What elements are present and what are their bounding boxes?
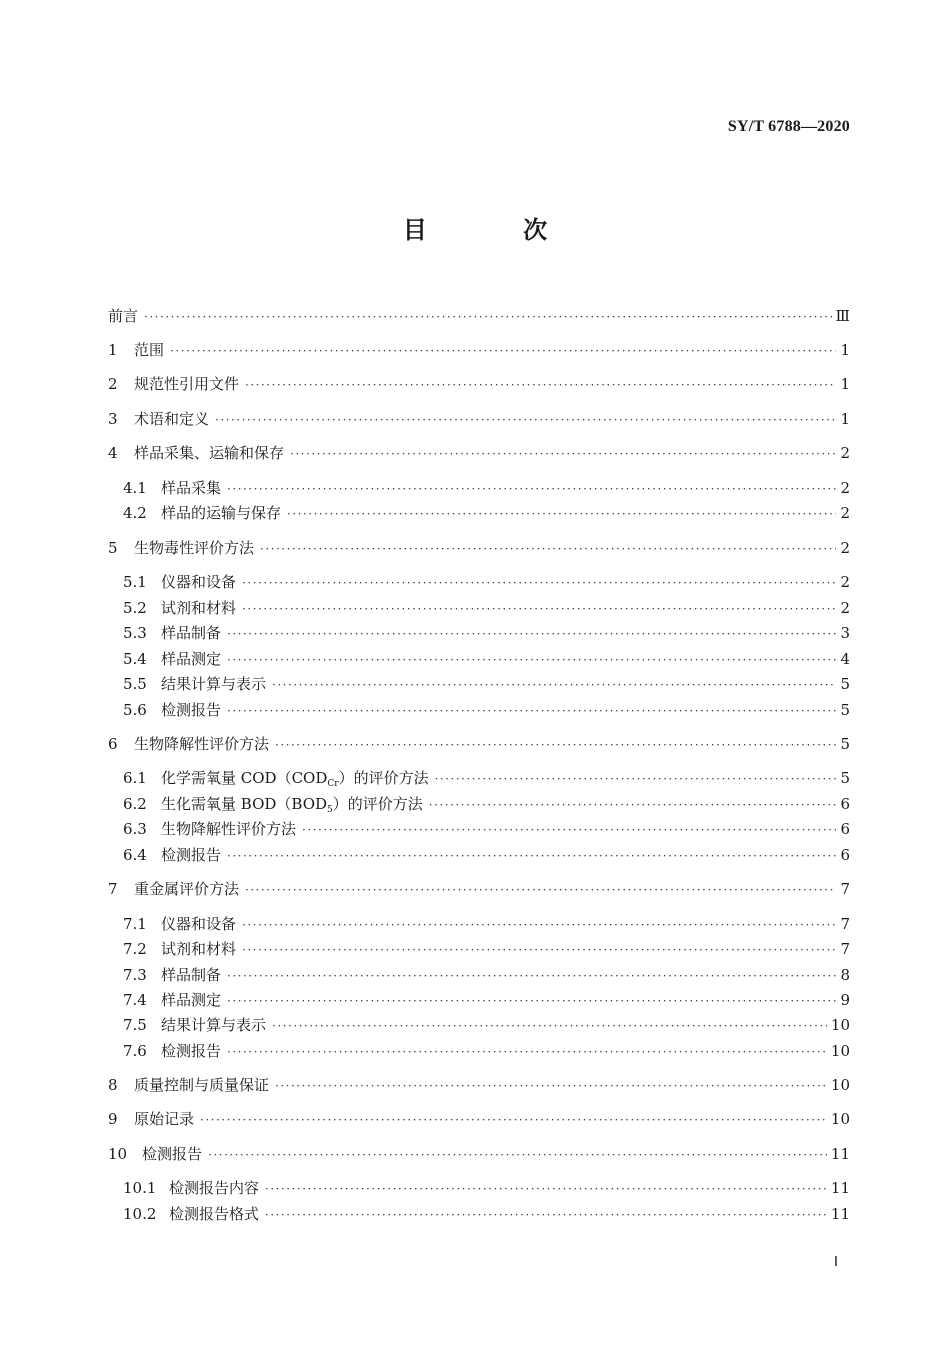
toc-entry-number: 1 [108, 341, 118, 359]
dot-leader [227, 845, 836, 867]
toc-entry-number: 3 [108, 410, 118, 428]
toc-subentry[interactable] [123, 1040, 850, 1062]
dot-leader [272, 674, 836, 696]
toc-subentry[interactable] [123, 844, 850, 866]
toc-entry[interactable] [108, 1108, 850, 1130]
dot-leader [429, 794, 837, 816]
toc-subentry[interactable] [123, 502, 850, 524]
toc-entry-number: 6.2 [123, 795, 147, 813]
toc-entry-page: 5 [840, 675, 850, 693]
dot-leader [287, 503, 836, 525]
dot-leader [302, 819, 836, 841]
subscript-text: Cr [327, 779, 339, 789]
dot-leader [215, 409, 836, 431]
toc-entry-label: 生物毒性评价方法 [134, 539, 255, 557]
toc-entry-number: 4.1 [123, 479, 147, 497]
toc-entry-number: 7.6 [123, 1042, 147, 1060]
toc-entry-label [161, 793, 423, 821]
toc-entry-label: 样品制备 [161, 624, 222, 642]
toc-entry-page: 2 [840, 539, 850, 557]
dot-leader [227, 700, 836, 722]
toc-entry-number: 4 [108, 444, 118, 462]
label-text: ）的评价方法 [338, 769, 429, 787]
toc-entry-page: Ⅲ [835, 307, 850, 325]
toc-entry-page: 10 [830, 1016, 850, 1034]
toc-entry-page: 8 [840, 966, 850, 984]
toc-entry-page: 6 [840, 820, 850, 838]
dot-leader [242, 914, 836, 936]
toc-subentry[interactable] [123, 938, 850, 960]
toc-entry-number: 7.3 [123, 966, 147, 984]
dot-leader [245, 374, 836, 396]
toc-entry-number: 7.4 [123, 991, 147, 1009]
toc-entry-number: 5.6 [123, 701, 147, 719]
toc-entry-page: 11 [830, 1145, 850, 1163]
toc-subentry[interactable] [123, 989, 850, 1011]
dot-leader [227, 623, 836, 645]
toc-entry-page: 10 [830, 1042, 850, 1060]
toc-subentry[interactable] [123, 699, 850, 721]
toc-entry-label: 样品的运输与保存 [161, 504, 282, 522]
toc-subentry[interactable] [123, 622, 850, 644]
toc-entry-label: 生物降解性评价方法 [134, 735, 270, 753]
toc-entry[interactable] [108, 878, 850, 900]
toc-entry-label: 范围 [134, 341, 165, 359]
dot-leader [265, 1204, 827, 1226]
toc-entry-page: 7 [840, 940, 850, 958]
toc-entry-number: 6.3 [123, 820, 147, 838]
dot-leader [275, 734, 836, 756]
toc-entry-page: 7 [840, 915, 850, 933]
toc-subentry[interactable] [123, 571, 850, 593]
toc-entry[interactable] [108, 537, 850, 559]
toc-entry-page: 3 [840, 624, 850, 642]
toc-entry-label [161, 767, 429, 795]
toc-entry-number: 6 [108, 735, 118, 753]
toc-subentry[interactable] [123, 1014, 850, 1036]
toc-entry-page: 9 [840, 991, 850, 1009]
toc-entry-label: 样品测定 [161, 650, 222, 668]
dot-leader [290, 443, 836, 465]
toc-entry-page: 7 [840, 880, 850, 898]
toc-entry-number: 5.5 [123, 675, 147, 693]
toc-entry-number: 5.3 [123, 624, 147, 642]
toc-subentry[interactable] [123, 477, 850, 499]
toc-entry-label: 原始记录 [134, 1110, 195, 1128]
toc-subentry[interactable] [123, 964, 850, 986]
toc-entry[interactable] [108, 1074, 850, 1096]
toc-subentry[interactable] [123, 1177, 850, 1199]
standard-code: SY/T 6788—2020 [727, 118, 850, 135]
toc-entry[interactable] [108, 1143, 850, 1165]
toc-entry-number: 5.2 [123, 599, 147, 617]
toc-entry-page: 11 [830, 1179, 850, 1197]
toc-entry-label: 仪器和设备 [161, 573, 237, 591]
toc-subentry[interactable] [123, 648, 850, 670]
dot-leader [170, 340, 836, 362]
toc-entry-label: 结果计算与表示 [161, 675, 267, 693]
toc-entry-number: 4.2 [123, 504, 147, 522]
toc-entry-label: 术语和定义 [134, 410, 210, 428]
toc-entry-label: 检测报告内容 [169, 1179, 260, 1197]
toc-entry-page: 2 [840, 479, 850, 497]
dot-leader [144, 306, 832, 328]
toc-entry-page: 1 [840, 341, 850, 359]
dot-leader [265, 1178, 827, 1200]
toc-entry-page: 1 [840, 410, 850, 428]
toc-entry-label: 仪器和设备 [161, 915, 237, 933]
toc-entry-number: 5.1 [123, 573, 147, 591]
toc-entry[interactable] [108, 339, 850, 361]
page-number: Ⅰ [833, 1255, 838, 1270]
dot-leader [242, 939, 836, 961]
toc-entry-label: 质量控制与质量保证 [134, 1076, 270, 1094]
toc-entry-number: 2 [108, 375, 118, 393]
toc-entry-page: 10 [830, 1110, 850, 1128]
toc-entry-label: 规范性引用文件 [134, 375, 240, 393]
label-text: 化学需氧量 COD（COD [161, 769, 328, 787]
toc-entry-page: 6 [840, 846, 850, 864]
toc-entry-label: 检测报告格式 [169, 1205, 260, 1223]
toc-entry-page: 11 [830, 1205, 850, 1223]
toc-entry-number: 7 [108, 880, 118, 898]
toc-subentry[interactable] [123, 818, 850, 840]
toc-entry-label: 结果计算与表示 [161, 1016, 267, 1034]
toc-entry-foreword[interactable] [108, 305, 850, 327]
toc-entry-label: 试剂和材料 [161, 940, 237, 958]
toc-entry-page: 4 [840, 650, 850, 668]
toc-entry-number: 8 [108, 1076, 118, 1094]
subscript-text: 5 [327, 805, 333, 815]
toc-entry-label: 生物降解性评价方法 [161, 820, 297, 838]
toc-entry-number: 7.5 [123, 1016, 147, 1034]
toc-entry-page: 2 [840, 599, 850, 617]
toc-subentry[interactable] [123, 767, 850, 789]
toc-entry-label: 检测报告 [161, 701, 222, 719]
toc-entry[interactable] [108, 442, 850, 464]
toc-entry-page: 6 [840, 795, 850, 813]
toc-entry-label: 样品采集 [161, 479, 222, 497]
toc-entry-number: 6.1 [123, 769, 147, 787]
toc-entry-label: 检测报告 [142, 1145, 203, 1163]
dot-leader [227, 990, 836, 1012]
toc-entry[interactable] [108, 373, 850, 395]
toc-entry-label: 试剂和材料 [161, 599, 237, 617]
dot-leader [435, 768, 837, 790]
dot-leader [242, 598, 836, 620]
dot-leader [245, 879, 836, 901]
toc-entry-page: 1 [840, 375, 850, 393]
label-text: 生化需氧量 BOD（BOD [161, 795, 328, 813]
label-text: ）的评价方法 [332, 795, 423, 813]
dot-leader [227, 649, 836, 671]
toc-entry-number: 9 [108, 1110, 118, 1128]
toc-entry-page: 10 [830, 1076, 850, 1094]
dot-leader [242, 572, 836, 594]
toc-entry-page: 2 [840, 444, 850, 462]
toc-entry-number: 10.1 [123, 1179, 157, 1197]
toc-entry-page: 5 [840, 735, 850, 753]
toc-subentry[interactable] [123, 1203, 850, 1225]
toc-entry-label: 重金属评价方法 [134, 880, 240, 898]
toc-entry[interactable] [108, 408, 850, 430]
toc-entry-number: 10 [108, 1145, 128, 1163]
toc-entry-label: 检测报告 [161, 1042, 222, 1060]
toc-entry-page: 5 [840, 701, 850, 719]
toc-entry-label: 前言 [108, 307, 139, 325]
toc-entry-label: 样品制备 [161, 966, 222, 984]
dot-leader [200, 1109, 827, 1131]
toc-entry-label: 检测报告 [161, 846, 222, 864]
page-title: 目 次 [402, 216, 592, 244]
toc-entry-label: 样品测定 [161, 991, 222, 1009]
dot-leader [227, 1041, 827, 1063]
toc-entry-number: 5.4 [123, 650, 147, 668]
toc-entry-number: 7.2 [123, 940, 147, 958]
dot-leader [227, 478, 836, 500]
dot-leader [227, 965, 836, 987]
dot-leader [260, 538, 836, 560]
toc-entry-page: 2 [840, 573, 850, 591]
dot-leader [272, 1015, 827, 1037]
dot-leader [208, 1144, 827, 1166]
toc-entry-page: 5 [840, 769, 850, 787]
toc-entry-number: 7.1 [123, 915, 147, 933]
toc-subentry[interactable] [123, 673, 850, 695]
toc-subentry[interactable] [123, 597, 850, 619]
toc-subentry[interactable] [123, 913, 850, 935]
toc-subentry[interactable] [123, 793, 850, 815]
toc-entry-number: 5 [108, 539, 118, 557]
toc-entry[interactable] [108, 733, 850, 755]
toc-entry-page: 2 [840, 504, 850, 522]
toc-entry-number: 10.2 [123, 1205, 157, 1223]
toc-entry-label: 样品采集、运输和保存 [134, 444, 285, 462]
dot-leader [275, 1075, 827, 1097]
toc-entry-number: 6.4 [123, 846, 147, 864]
